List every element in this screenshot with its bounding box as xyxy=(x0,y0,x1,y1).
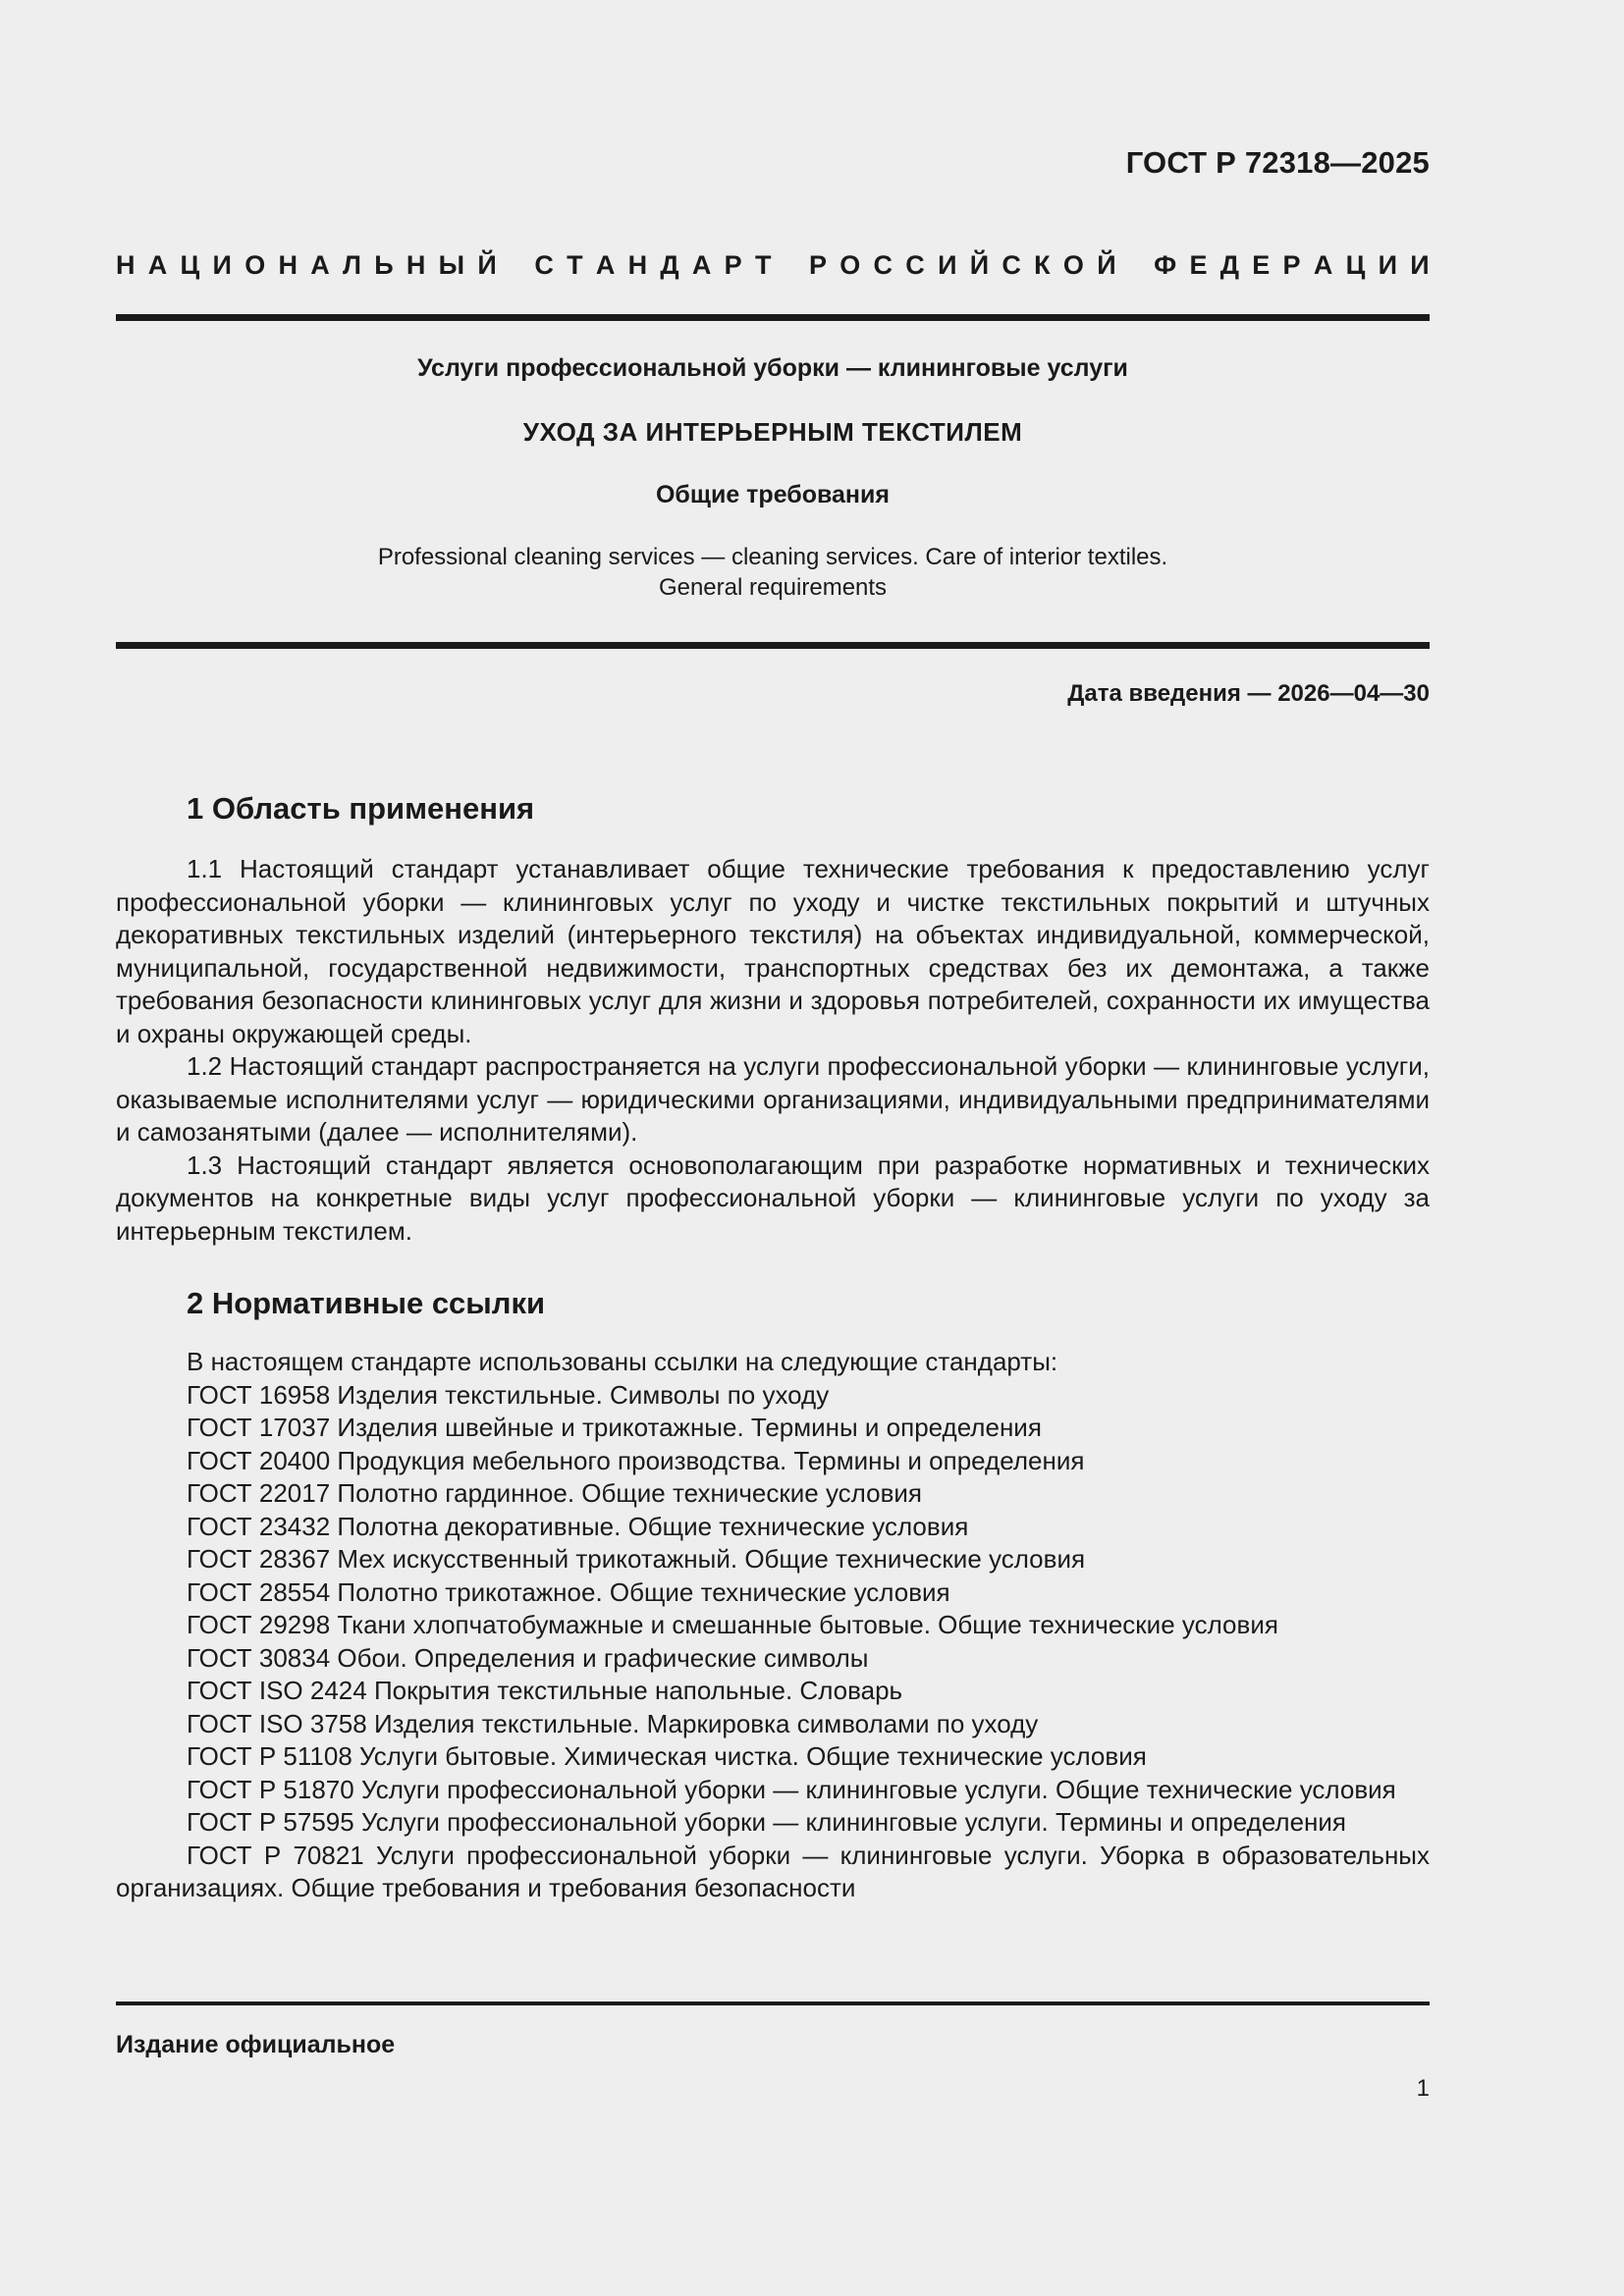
subtitle: Общие требования xyxy=(655,481,890,508)
reference-item: ГОСТ 20400 Продукция мебельного производства. Термины и определения xyxy=(187,1445,1085,1475)
footer-rule xyxy=(116,2002,1430,2005)
reference-item: ГОСТ 17037 Изделия швейные и трикотажные. Термины и определения xyxy=(187,1413,1042,1442)
section1-body xyxy=(116,853,1430,1248)
english-title-line2: General requirements xyxy=(658,574,888,601)
title-bottom-rule xyxy=(116,642,1430,649)
introduction-date: Дата введения — 2026—04—30 xyxy=(1067,680,1430,707)
reference-item: ГОСТ Р 51108 Услуги бытовые. Химическая чистка. Общие технические условия xyxy=(187,1741,1147,1771)
references-list xyxy=(116,1379,1430,1774)
section2-body xyxy=(116,1346,1430,1905)
national-standard-banner: Н А Ц И О Н А Л Ь Н Ы Й С Т А Н Д А Р Т Р О С С И Й С К О Й Ф Е Д Е Р А Ц И И xyxy=(116,250,1430,280)
reference-item: ГОСТ 29298 Ткани хлопчатобумажные и смешанные бытовые. Общие технические условия xyxy=(187,1610,1278,1639)
paragraph-1-1: 1.1 Настоящий стандарт устанавливает общие технические требования к предоставлению услуг профессиональной уборки — клининговых услуг по уходу и чистке текстильных покрытий и штучных декоративных текстильных изделий (интерьерного текстиля) на объектах индивидуальной, коммерческой, муниципальной, государственной недвижимости, транспортных средствах без их демонтажа, а также требования безопасности клининговых услуг для жизни и здоровья потребителей, сохранности их имущества и охраны окружающей среды. xyxy=(116,854,1430,1048)
paragraph-1-2: 1.2 Настоящий стандарт распространяется на услуги профессиональной уборки — клининговые услуги, оказываемые исполнителями услуг — юридическими организациями, индивидуальными предпринимателями и самозанятыми (далее — исполнителями). xyxy=(116,1051,1430,1147)
section2-heading: 2 Нормативные ссылки xyxy=(187,1286,546,1320)
top-rule xyxy=(116,314,1430,321)
reference-item: ГОСТ Р 51870 Услуги профессиональной уборки — клининговые услуги. Общие технические условия xyxy=(187,1774,1396,1804)
document-code: ГОСТ Р 72318—2025 xyxy=(1125,145,1430,180)
references-intro: В настоящем стандарте использованы ссылки на следующие стандарты: xyxy=(187,1347,1058,1376)
paragraph-1-3: 1.3 Настоящий стандарт является основополагающим при разработке нормативных и технических документов на конкретные виды услуг профессиональной уборки — клининговые услуги по уходу за интерьерным текстилем. xyxy=(116,1149,1430,1246)
series-title: Услуги профессиональной уборки — клининговые услуги xyxy=(417,354,1128,382)
main-title: УХОД ЗА ИНТЕРЬЕРНЫМ ТЕКСТИЛЕМ xyxy=(522,417,1023,447)
reference-item: ГОСТ 16958 Изделия текстильные. Символы по уходу xyxy=(187,1379,830,1410)
reference-item: ГОСТ 23432 Полотна декоративные. Общие технические условия xyxy=(187,1511,969,1541)
reference-item: ГОСТ 28367 Мех искусственный трикотажный. Общие технические условия xyxy=(187,1544,1086,1574)
reference-item: ГОСТ ISO 2424 Покрытия текстильные напольные. Словарь xyxy=(187,1676,903,1705)
reference-item: ГОСТ Р 57595 Услуги профессиональной уборки — клининговые услуги. Термины и определения xyxy=(187,1807,1347,1837)
reference-item: ГОСТ ISO 3758 Изделия текстильные. Маркировка символами по уходу xyxy=(187,1708,1039,1738)
document-page xyxy=(116,0,1430,2296)
reference-item: ГОСТ 28554 Полотно трикотажное. Общие технические условия xyxy=(187,1576,950,1607)
page-number: 1 xyxy=(1416,2075,1430,2102)
reference-item: ГОСТ Р 70821 Услуги профессиональной уборки — клининговые услуги. Уборка в образовательных организациях. Общие требования и требования безопасности xyxy=(116,1840,1430,1902)
english-title-line1: Professional cleaning services — cleaning services. Care of interior textiles. xyxy=(377,544,1168,570)
official-edition-label: Издание официальное xyxy=(116,2031,396,2058)
reference-item: ГОСТ 30834 Обои. Определения и графические символы xyxy=(187,1642,869,1673)
reference-item: ГОСТ 22017 Полотно гардинное. Общие технические условия xyxy=(187,1478,923,1508)
section1-heading: 1 Область применения xyxy=(187,791,535,826)
